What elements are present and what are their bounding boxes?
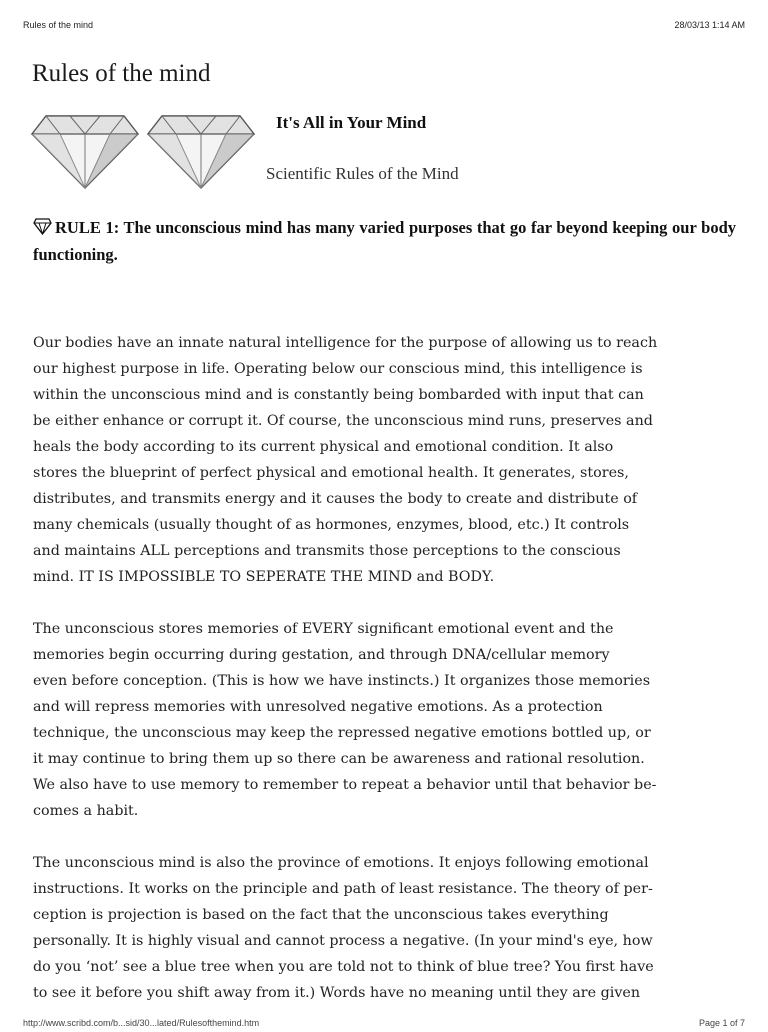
text-line: The unconscious stores memories of EVERY significant emotional event and the: [33, 621, 614, 637]
rule-heading: [33, 214, 736, 268]
text-line: personally. It is highly visual and cannot process a negative. (In your mind's eye, how: [33, 933, 653, 949]
print-footer: [23, 1018, 745, 1030]
document-subtitle: It's All in Your Mind: [276, 113, 427, 132]
text-line: ception is projection is based on the fact that the unconscious takes everything: [33, 907, 609, 923]
text-line: to see it before you shift away from it.) Words have no meaning until they are given: [33, 985, 641, 1001]
page-title: Rules of the mind: [32, 60, 211, 87]
document-subheading: Scientific Rules of the Mind: [266, 164, 459, 183]
paragraph-3: [33, 850, 738, 1006]
text-line: Our bodies have an innate natural intelligence for the purpose of allowing us to reach: [33, 335, 658, 351]
text-line: We also have to use memory to remember to repeat a behavior until that behavior be-: [33, 777, 657, 793]
paragraph-1: [33, 330, 738, 590]
text-line: distributes, and transmits energy and it causes the body to create and distribute of: [33, 491, 638, 507]
text-line: The unconscious mind is also the province of emotions. It enjoys following emotional: [33, 855, 649, 871]
text-line: be either enhance or corrupt it. Of course, the unconscious mind runs, preserves and: [33, 413, 653, 429]
text-line: mind. IT IS IMPOSSIBLE TO SEPERATE THE MIND and BODY.: [33, 569, 495, 585]
text-line: it may continue to bring them up so there can be awareness and rational resolution.: [33, 751, 645, 767]
rule-heading-text: RULE 1: The unconscious mind has many varied purposes that go far beyond keeping our body functioning.: [33, 218, 736, 264]
print-header-timestamp: 28/03/13 1:14 AM: [674, 20, 745, 30]
footer-page-number: Page 1 of 7: [698, 1018, 745, 1028]
diamond-icon: [146, 114, 256, 190]
text-line: heals the body according to its current physical and emotional condition. It also: [33, 439, 614, 455]
print-header: [23, 20, 745, 34]
text-line: stores the blueprint of perfect physical and emotional health. It generates, stores,: [33, 465, 629, 481]
text-line: instructions. It works on the principle and path of least resistance. The theory of per-: [33, 881, 653, 897]
print-header-title: Rules of the mind: [23, 20, 94, 30]
text-line: and will repress memories with unresolved negative emotions. As a protection: [33, 699, 603, 715]
text-line: many chemicals (usually thought of as hormones, enzymes, blood, etc.) It controls: [33, 517, 630, 533]
text-line: even before conception. (This is how we have instincts.) It organizes those memories: [33, 673, 651, 689]
body-text: [33, 330, 738, 1032]
paragraph-2: [33, 616, 738, 824]
footer-url: http://www.scribd.com/b...sid/30...lated/Rulesofthemind.htm: [23, 1018, 260, 1028]
diamond-icon: [30, 114, 140, 190]
text-line: comes a habit.: [33, 803, 139, 819]
text-line: and maintains ALL perceptions and transmits those perceptions to the conscious: [33, 543, 621, 559]
text-line: do you ‘not’ see a blue tree when you are told not to think of blue tree? You first have: [33, 959, 654, 975]
diamond-bullet-icon: [33, 218, 52, 235]
text-line: technique, the unconscious may keep the repressed negative emotions bottled up, or: [33, 725, 651, 741]
text-line: memories begin occurring during gestation, and through DNA/cellular memory: [33, 647, 610, 663]
text-line: within the unconscious mind and is constantly being bombarded with input that can: [33, 387, 644, 403]
text-line: our highest purpose in life. Operating below our conscious mind, this intelligence is: [33, 361, 643, 377]
